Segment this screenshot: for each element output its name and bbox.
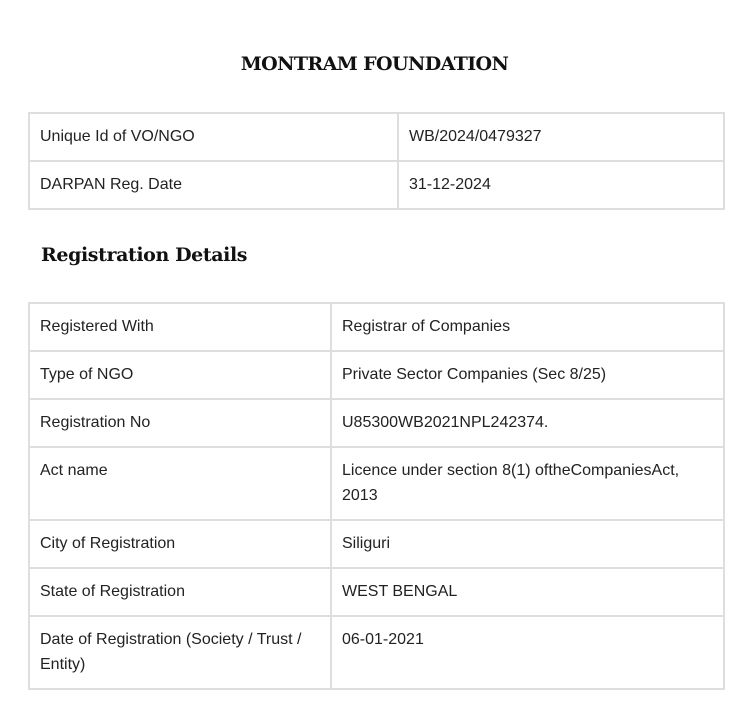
- darpan-reg-date-label: DARPAN Reg. Date: [29, 161, 398, 209]
- state-of-registration-label: State of Registration: [29, 568, 331, 616]
- registered-with-value: Registrar of Companies: [331, 303, 724, 351]
- table-row: [29, 520, 724, 568]
- city-of-registration-value: Siliguri: [331, 520, 724, 568]
- state-of-registration-value: WEST BENGAL: [331, 568, 724, 616]
- table-row: [29, 399, 724, 447]
- ngo-type-value: Private Sector Companies (Sec 8/25): [331, 351, 724, 399]
- registration-details-heading: Registration Details: [41, 244, 248, 266]
- city-of-registration-label: City of Registration: [29, 520, 331, 568]
- registration-details-table: [28, 302, 725, 690]
- act-name-value: Licence under section 8(1) oftheCompaniesAct, 2013: [331, 447, 724, 520]
- date-of-registration-label: Date of Registration (Society / Trust / Entity): [29, 616, 331, 689]
- ngo-type-label: Type of NGO: [29, 351, 331, 399]
- act-name-label: Act name: [29, 447, 331, 520]
- table-row: [29, 616, 724, 689]
- table-row: [29, 161, 724, 209]
- registration-no-value: U85300WB2021NPL242374.: [331, 399, 724, 447]
- registered-with-label: Registered With: [29, 303, 331, 351]
- darpan-reg-date-value: 31-12-2024: [398, 161, 724, 209]
- date-of-registration-value: 06-01-2021: [331, 616, 724, 689]
- table-row: [29, 113, 724, 161]
- table-row: [29, 447, 724, 520]
- unique-id-label: Unique Id of VO/NGO: [29, 113, 398, 161]
- table-row: [29, 568, 724, 616]
- darpan-info-table: [28, 112, 725, 210]
- registration-no-label: Registration No: [29, 399, 331, 447]
- unique-id-value: WB/2024/0479327: [398, 113, 724, 161]
- table-row: [29, 351, 724, 399]
- organization-title: MONTRAM FOUNDATION: [240, 53, 509, 75]
- table-row: [29, 303, 724, 351]
